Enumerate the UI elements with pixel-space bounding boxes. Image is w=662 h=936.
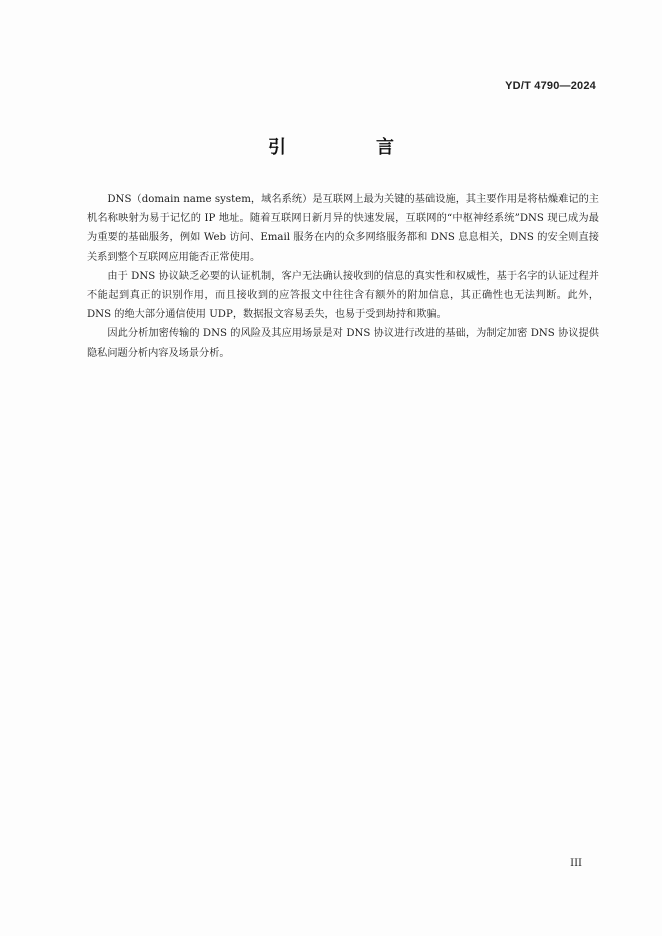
introduction-body [87, 190, 599, 363]
page-title: 引 言 [268, 137, 430, 158]
standard-code: YD/T 4790—2024 [505, 80, 596, 92]
paragraph-1: DNS（domain name system，域名系统）是互联网上最为关键的基础设施，其主要作用是将枯燥难记的主机名称映射为易于记忆的 IP 地址。随着互联网日新月异的快速发展，互联网的“中枢神经系统”DNS 现已成为最为重要的基础服务，例如 Web 访问、Email 服务在内的众多网络服务都和 DNS 息息相关，DNS 的安全则直接关系到整个互联网应用能否正常使用。 [87, 194, 599, 263]
paragraph-3: 因此分析加密传输的 DNS 的风险及其应用场景是对 DNS 协议进行改进的基础，为制定加密 DNS 协议提供隐私问题分析内容及场景分析。 [87, 328, 599, 359]
paragraph-2: 由于 DNS 协议缺乏必要的认证机制，客户无法确认接收到的信息的真实性和权威性，基于名字的认证过程并不能起到真正的识别作用，而且接收到的应答报文中往往含有额外的附加信息，其正确性也无法判断。此外，DNS 的绝大部分通信使用 UDP，数据报文容易丢失，也易于受到劫持和欺骗。 [87, 270, 599, 321]
page-number: III [570, 858, 582, 869]
